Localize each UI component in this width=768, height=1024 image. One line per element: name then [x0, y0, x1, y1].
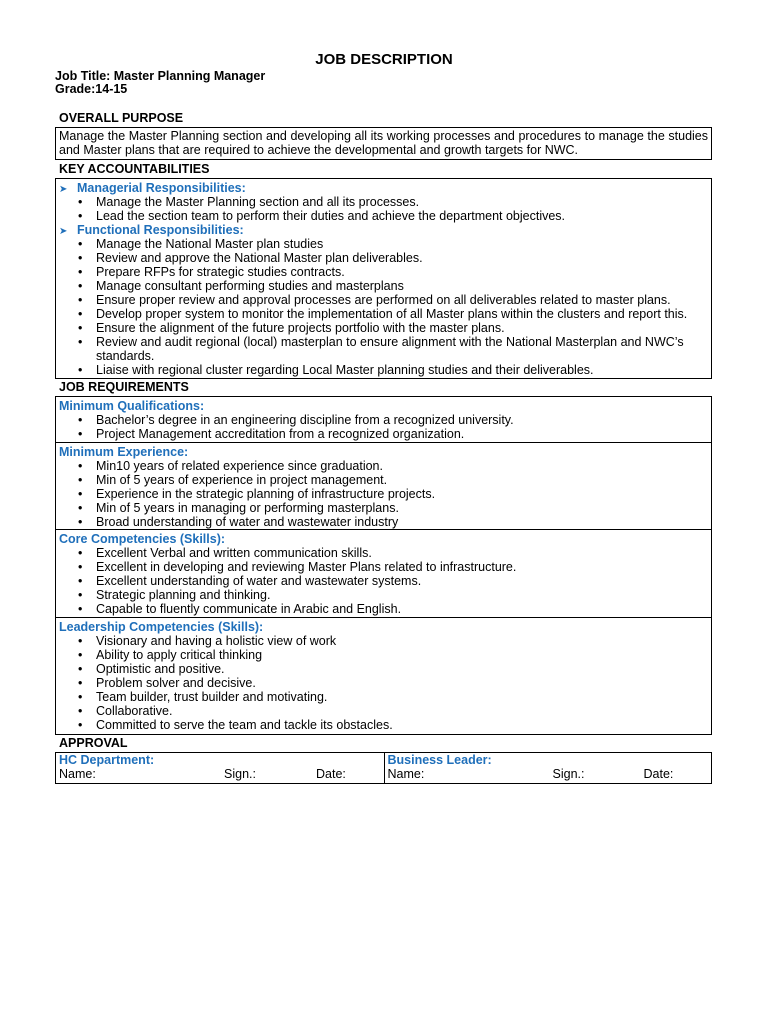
- list-item: • Committed to serve the team and tackle its obstacles.: [78, 718, 393, 732]
- arrow-bullet-icon: ➤: [59, 184, 68, 195]
- job-grade: Grade:14-15: [55, 82, 128, 96]
- overall-purpose-heading: OVERALL PURPOSE: [59, 111, 184, 125]
- hc-department-title: HC Department:: [59, 753, 155, 767]
- list-item: • Min10 years of related experience since graduation.: [78, 459, 383, 473]
- bullet-icon: •: [78, 427, 83, 441]
- minimum-qualifications-list: [59, 413, 708, 441]
- list-item: • Prepare RFPs for strategic studies contracts.: [78, 265, 345, 279]
- bullet-icon: •: [78, 676, 83, 690]
- bullet-icon: •: [78, 251, 83, 265]
- bullet-icon: •: [78, 704, 83, 718]
- arrow-bullet-icon: ➤: [59, 226, 68, 237]
- bl-sign-field[interactable]: Sign.:: [552, 767, 585, 781]
- approval-heading: APPROVAL: [59, 736, 128, 750]
- list-item: • Review and approve the National Master plan deliverables.: [78, 251, 423, 265]
- job-title: Job Title: Master Planning Manager: [55, 69, 266, 83]
- leadership-competencies-list: [59, 634, 708, 732]
- core-competencies-title: Core Competencies (Skills):: [59, 532, 226, 546]
- list-item: • Lead the section team to perform their duties and achieve the department objectives.: [78, 209, 566, 223]
- minimum-qualifications-block: [56, 397, 711, 442]
- bullet-icon: •: [78, 321, 83, 335]
- bullet-icon: •: [78, 237, 83, 251]
- job-requirements-box: [55, 396, 712, 735]
- list-item: • Review and audit regional (local) masterplan to ensure alignment with the National Masterplan and NWC’s standards.: [78, 335, 684, 363]
- bullet-icon: •: [78, 473, 83, 487]
- core-competencies-block: [56, 529, 711, 617]
- minimum-experience-block: [56, 442, 711, 529]
- key-accountabilities-heading: KEY ACCOUNTABILITIES: [59, 162, 210, 176]
- list-item: • Manage the Master Planning section and all its processes.: [78, 195, 420, 209]
- list-item: • Capable to fluently communicate in Arabic and English.: [78, 602, 402, 616]
- minimum-qualifications-title: Minimum Qualifications:: [59, 399, 205, 413]
- bullet-icon: •: [78, 459, 83, 473]
- bullet-icon: •: [78, 209, 83, 223]
- bl-date-field[interactable]: Date:: [643, 767, 674, 781]
- job-requirements-heading: JOB REQUIREMENTS: [59, 380, 189, 394]
- bullet-icon: •: [78, 588, 83, 602]
- core-competencies-list: [59, 546, 708, 616]
- bullet-icon: •: [78, 413, 83, 427]
- approval-row: [56, 753, 711, 783]
- list-item: • Min of 5 years in managing or performing masterplans.: [78, 501, 399, 515]
- list-item: • Optimistic and positive.: [78, 662, 225, 676]
- hc-department-column: [56, 753, 384, 783]
- bullet-icon: •: [78, 335, 83, 349]
- key-accountabilities-box: [55, 178, 712, 379]
- bl-name-field[interactable]: Name:: [387, 767, 425, 781]
- managerial-responsibilities-title: ➤ Managerial Responsibilities:: [59, 181, 246, 195]
- overall-purpose-box: [55, 127, 712, 160]
- list-item: • Ensure proper review and approval processes are performed on all deliverables related to master plans.: [78, 293, 671, 307]
- bullet-icon: •: [78, 662, 83, 676]
- list-item: • Project Management accreditation from a recognized organization.: [78, 427, 465, 441]
- managerial-responsibilities-list: [59, 195, 708, 223]
- bullet-icon: •: [78, 293, 83, 307]
- bullet-icon: •: [78, 279, 83, 293]
- list-item: • Excellent Verbal and written communication skills.: [78, 546, 372, 560]
- business-leader-column: [384, 753, 712, 783]
- bullet-icon: •: [78, 602, 83, 616]
- overall-purpose-text: Manage the Master Planning section and developing all its working processes and procedures to manage the studies and Master plans that are required to achieve the developmental and growth targets for NWC.: [59, 129, 708, 157]
- list-item: • Visionary and having a holistic view of work: [78, 634, 337, 648]
- list-item: • Problem solver and decisive.: [78, 676, 256, 690]
- bullet-icon: •: [78, 363, 83, 377]
- list-item: • Manage the National Master plan studies: [78, 237, 324, 251]
- bullet-icon: •: [78, 690, 83, 704]
- managerial-responsibilities-group: [56, 181, 711, 377]
- bullet-icon: •: [78, 718, 83, 732]
- bullet-icon: •: [78, 265, 83, 279]
- hc-date-field[interactable]: Date:: [316, 767, 346, 781]
- list-item: • Excellent understanding of water and wastewater systems.: [78, 574, 422, 588]
- list-item: • Team builder, trust builder and motivating.: [78, 690, 328, 704]
- bullet-icon: •: [78, 195, 83, 209]
- minimum-experience-list: [59, 459, 708, 529]
- list-item: • Strategic planning and thinking.: [78, 588, 271, 602]
- list-item: • Broad understanding of water and wastewater industry: [78, 515, 399, 529]
- list-item: • Bachelor’s degree in an engineering discipline from a recognized university.: [78, 413, 514, 427]
- functional-responsibilities-list: [59, 237, 708, 377]
- list-item: • Ensure the alignment of the future projects portfolio with the master plans.: [78, 321, 505, 335]
- bullet-icon: •: [78, 487, 83, 501]
- bullet-icon: •: [78, 546, 83, 560]
- list-item: • Collaborative.: [78, 704, 173, 718]
- list-item: • Excellent in developing and reviewing Master Plans related to infrastructure.: [78, 560, 517, 574]
- list-item: • Experience in the strategic planning of infrastructure projects.: [78, 487, 436, 501]
- bullet-icon: •: [78, 648, 83, 662]
- bullet-icon: •: [78, 307, 83, 321]
- minimum-experience-title: Minimum Experience:: [59, 445, 189, 459]
- list-item: • Liaise with regional cluster regarding Local Master planning studies and their deliverables.: [78, 363, 594, 377]
- leadership-competencies-block: [56, 617, 711, 732]
- list-item: • Ability to apply critical thinking: [78, 648, 263, 662]
- bullet-icon: •: [78, 634, 83, 648]
- leadership-competencies-title: Leadership Competencies (Skills):: [59, 620, 264, 634]
- list-item: • Manage consultant performing studies and masterplans: [78, 279, 404, 293]
- bullet-icon: •: [78, 560, 83, 574]
- hc-sign-field[interactable]: Sign.:: [224, 767, 256, 781]
- functional-responsibilities-title: ➤ Functional Responsibilities:: [59, 223, 244, 237]
- bullet-icon: •: [78, 574, 83, 588]
- list-item: • Min of 5 years of experience in project management.: [78, 473, 388, 487]
- hc-name-field[interactable]: Name:: [59, 767, 96, 781]
- document-title: JOB DESCRIPTION: [315, 51, 453, 68]
- approval-box: [55, 752, 712, 784]
- business-leader-title: Business Leader:: [387, 753, 492, 767]
- bullet-icon: •: [78, 515, 83, 529]
- bullet-icon: •: [78, 501, 83, 515]
- list-item: • Develop proper system to monitor the implementation of all Master plans within the clusters and report this.: [78, 307, 688, 321]
